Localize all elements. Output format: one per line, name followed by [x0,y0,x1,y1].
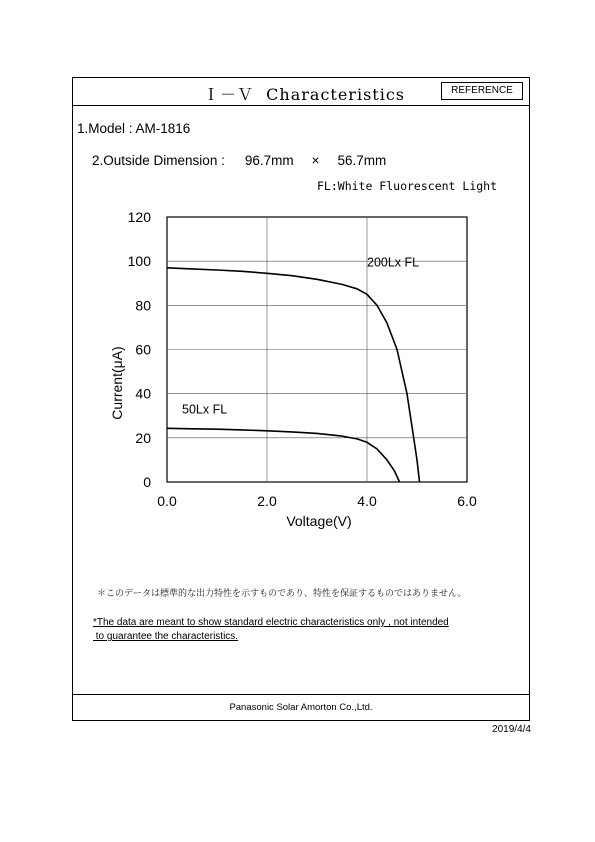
dimension-width: 96.7mm [244,153,294,168]
chart-grid [167,217,467,482]
x-tick-label: 0.0 [157,493,177,509]
dimension-spec [77,138,386,183]
japanese-disclaimer: ＊このデータは標準的な出力特性を示すものであり、特性を保証するものではありません。 [97,588,467,598]
y-tick-label: 120 [127,209,151,225]
english-disclaimer [93,616,449,644]
y-tick-label: 80 [135,297,151,314]
y-tick-label: 60 [135,341,151,358]
y-tick-label: 100 [127,253,151,270]
x-tick-label: 2.0 [257,493,277,509]
series-label-1: 50Lx FL [182,402,228,417]
x-tick-label: 4.0 [357,493,377,509]
y-tick-label: 0 [143,474,151,490]
dimension-height: 56.7mm [337,153,387,168]
light-source-note: FL:White Fluorescent Light [317,179,498,193]
footer-divider [73,694,529,695]
x-tick-label: 6.0 [457,493,477,509]
page-title: Ｉ－Ｖ Characteristics [203,85,406,104]
dimension-label: 2.Outside Dimension : [92,153,225,168]
x-axis-label: Voltage(V) [286,513,352,529]
company-footer: Panasonic Solar Amorton Co.,Ltd. [229,702,373,713]
series-line-0 [167,268,420,482]
document-date: 2019/4/4 [492,724,531,735]
chart-ticks [128,209,477,509]
reference-badge: REFERENCE [441,82,523,100]
series-label-0: 200Lx FL [367,255,420,270]
iv-chart [101,208,481,548]
model-spec: 1.Model : AM-1816 [77,121,191,136]
y-tick-label: 40 [135,385,151,402]
disclaimer-line-1: *The data are meant to show standard electric characteristics only , not intended [93,617,449,628]
y-axis-label: Current(μA) [109,346,125,420]
chart-series [167,256,420,482]
dimension-times: × [311,153,320,168]
series-line-1 [167,428,400,482]
document-frame [72,77,530,721]
title-bar [73,78,529,106]
y-tick-label: 20 [135,429,151,446]
disclaimer-line-2: to guarantee the characteristics. [93,631,239,642]
